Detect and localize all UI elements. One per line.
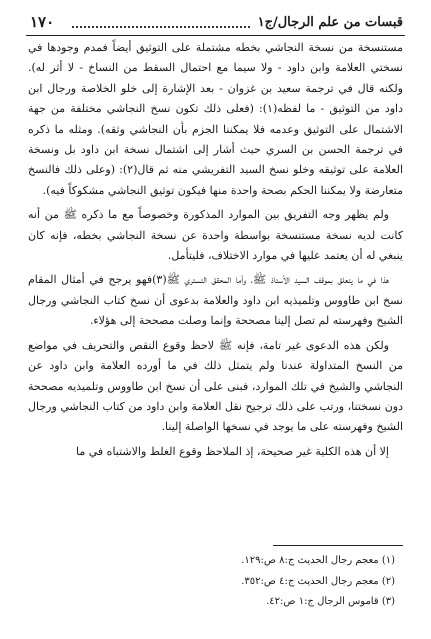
- paragraph: مستنسخة من نسخة النجاشي بخطه مشتملة على التوثيق أيضاً فمدم وجودها في نسختي العلامة وابن داود - ولا سيما مع احتمال السقط من النساخ - لا أثر له). ولكنه قال في ترجمة سعيد بن غزوان - بعد الإشارة إلى خلو الخلاصة ورجال ابن داود من التوثيق - ما لفظه(١): (فعلى ذلك تكون نسخ النجاشي مختلفة من جهة الاشتمال على التوثيق وعدمه فلا يمكننا الجزم بأن النجاشي وثقه). ومثله ما ذكره في ترجمة الحسن بن السري حيث أشار إلى اشتمال نسخة ابن داود بل ونسخة العلامة على توثيقه وخلو نسخ السيد التفريشي منه ثم قال(٢): (وعلى ذلك فالنسخ متعارضة ولا يمكننا الحكم بصحة واحدة منها فيكون توثيق النجاشي مشكوكاً فيه).: [28, 41, 404, 197]
- header-rule: [26, 35, 405, 36]
- page-header: [30, 10, 403, 34]
- running-title: قبسات من علم الرجال/ج١: [257, 14, 403, 30]
- paragraph: هذا في ما يتعلق بموقف السيد الأستاذ ﷺ، وأما المحقق التستري ﷺ(٣)فهو يرجح في أمثال المقام نسخ ابن طاووس وتلميذيه ابن داود والعلامة بدعوى أن نسخ كتاب النجاشي ورجال الشيخ وفهرسته لم تصل إلينا مصححة وإنما وصلت مصححة إلى هؤلاء.: [28, 273, 403, 328]
- header-dotted-leader: [72, 16, 250, 28]
- footnote: (١) معجم رجال الحديث ج:٨ ص:١٢٩.: [241, 555, 395, 566]
- paragraph: ولم يظهر وجه التفريق بين الموارد المذكورة وخصوصاً مع ما ذكره ﷺ من أنه كانت لديه نسخة مستنسخة بواسطة واحدة عن نسخة النجاشي بخطه، فإنه كان ينبغي له أن يعتمد عليها في موارد الاختلاف، فليتأمل.: [28, 208, 403, 263]
- paragraph: ولكن هذه الدعوى غير تامة، فإنه ﷺ لاحظ وقوع النقص والتحريف في مواضع من النسخ المتداولة عندنا ولم يتمثل ذلك في ما أورده العلامة وابن داود عن النجاشي والشيخ في تلك الموارد، فبنى على أن نسخ ابن طاووس وتلميذيه مصححة دون نسختنا، ورتب على ذلك ترجيح نقل العلامة وابن داود من كتاب النجاشي ورجال الشيخ وفهرسته على ما يوجد في نسخها الواصلة إلينا.: [28, 338, 403, 434]
- body-text: [28, 38, 403, 466]
- footnote: (٣) قاموس الرجال ج:١ ص:٤٢.: [266, 596, 395, 607]
- footnote: (٢) معجم رجال الحديث ج:٤ ص:٣٥٢.: [241, 575, 395, 587]
- page-number: ١٧٠: [30, 13, 55, 31]
- paragraph: إلا أن هذه الكلية غير صحيحة، إذ الملاحظ وقوع الغلط والاشتباه في ما: [76, 444, 389, 458]
- footnote-rule: [273, 545, 403, 546]
- footnotes: [28, 551, 395, 613]
